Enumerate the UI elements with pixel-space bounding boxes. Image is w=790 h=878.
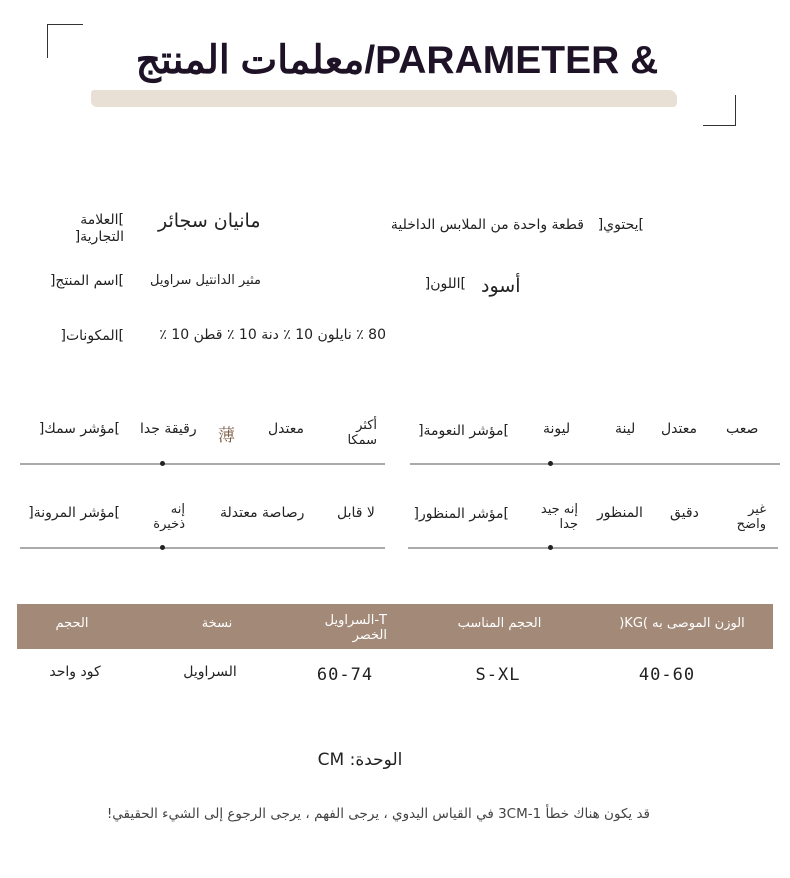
softness-option: معتدل: [661, 421, 697, 437]
product-name-value: مثير الدانتيل سراويل: [150, 273, 261, 288]
elasticity-scale-line: [20, 547, 385, 549]
softness-scale-line: [410, 463, 780, 465]
table-header-cell: الحجم: [55, 616, 89, 631]
table-cell: السراويل: [183, 664, 237, 680]
thickness-option: 薄: [218, 426, 235, 446]
ingredients-label: ]المكونات[: [60, 328, 124, 344]
thickness-option: رقيقة جدا: [140, 421, 197, 437]
thickness-option: معتدل: [268, 421, 304, 437]
softness-option: صعب: [726, 421, 759, 437]
softness-indicator: [548, 461, 553, 466]
table-header-cell: الوزن الموصى به )KG(: [619, 616, 745, 631]
measurement-note: قد يكون هناك خطأ 1-3CM في القياس اليدوي ، يرجى الفهم ، يرجى الرجوع إلى الشيء الحقيقي!: [106, 806, 650, 822]
size-table-header: [17, 604, 773, 649]
contains-label: ]يحتوي[: [597, 217, 644, 233]
table-header-cell: T-السراويل الخصر: [324, 613, 387, 643]
elasticity-option: إنه ذخيرة: [153, 502, 185, 532]
elasticity-option: لا قابل: [337, 505, 375, 521]
brand-label: ]العلامة التجارية[: [74, 212, 124, 245]
transparency-scale-line: [408, 547, 778, 549]
color-label: ]اللون[: [424, 276, 466, 292]
table-cell: 60-74: [316, 665, 374, 685]
table-cell: كود واحد: [49, 664, 101, 680]
contains-value: قطعة واحدة من الملابس الداخلية: [390, 217, 584, 233]
transparency-option: إنه جيد جدا: [540, 502, 578, 532]
transparency-indicator: [548, 545, 553, 550]
table-cell: S-XL: [475, 665, 521, 685]
thickness-indicator: [160, 461, 165, 466]
elasticity-indicator: [160, 545, 165, 550]
elasticity-option: رصاصة معتدلة: [220, 505, 305, 521]
elasticity-label: ]مؤشر المرونة[: [28, 505, 120, 521]
thickness-scale-line: [20, 463, 385, 465]
corner-decoration-bottom-right: [703, 95, 736, 126]
transparency-option: المنظور: [597, 505, 643, 521]
transparency-option: غير واضح: [736, 502, 766, 532]
softness-label: ]مؤشر النعومة[: [418, 423, 509, 439]
transparency-label: ]مؤشر المنظور[: [413, 506, 509, 522]
thickness-option: أكثر سمكا: [347, 418, 377, 448]
softness-option: لينة: [615, 421, 636, 437]
softness-option: ليونة: [543, 421, 571, 437]
page-title: معلمات المنتج/PARAMETER &: [135, 39, 659, 82]
corner-decoration-top-left: [47, 24, 83, 58]
unit-label: الوحدة: CM: [317, 750, 403, 770]
ingredients-value: 80 ٪ نايلون 10 ٪ دنة 10 ٪ قطن 10 ٪: [159, 327, 386, 343]
title-brush-stroke: [91, 90, 677, 107]
thickness-label: ]مؤشر سمك[: [38, 421, 120, 437]
transparency-option: دقيق: [670, 505, 699, 521]
brand-value: مانيان سجائر: [158, 210, 261, 232]
table-header-cell: نسخة: [201, 616, 233, 631]
product-name-label: ]اسم المنتج[: [49, 273, 124, 289]
color-value: أسود: [481, 275, 521, 297]
table-header-cell: الحجم المناسب: [457, 616, 542, 631]
table-cell: 40-60: [638, 665, 696, 685]
